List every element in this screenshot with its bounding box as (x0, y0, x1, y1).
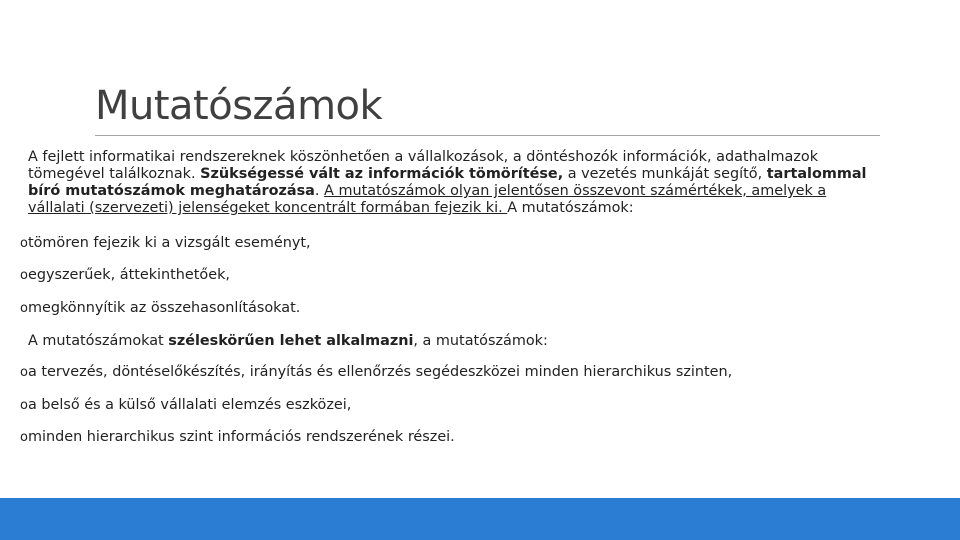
usage-text-2: , a mutatószámok: (413, 333, 548, 349)
intro-text-4: A mutatószámok: (507, 200, 634, 216)
list-item (20, 267, 230, 284)
intro-text-1: A fejlett informatikai rendszereknek köszönhetően a vállalkozások, a döntéshozók információk, adathalmazok tömegével találkoznak. (28, 149, 819, 182)
list-item (20, 300, 300, 317)
intro-bold-2: tartalommal bíró mutatószámok meghatározása (28, 166, 867, 199)
intro-bold-1: Szükségessé vált az információk tömörítése, (200, 166, 564, 182)
intro-text-3: . (314, 183, 325, 199)
list-item (20, 429, 455, 446)
list-item-text: egyszerűek, áttekinthetőek, (27, 267, 230, 283)
list-item-text: minden hierarchikus szint információs rendszerének részei. (27, 429, 455, 445)
list-item-text: a belső és a külső vállalati elemzés eszközei, (27, 397, 352, 413)
bullet-marker: o (20, 268, 28, 283)
list-item (20, 397, 351, 414)
list-item-text: a tervezés, döntéselőkészítés, irányítás és ellenőrzés segédeszközei minden hierarchikus szinten, (27, 364, 733, 380)
intro-text-2: a vezetés munkáját segítő, (563, 166, 767, 182)
usage-paragraph (28, 333, 548, 350)
footer-accent-bar (0, 498, 960, 540)
bullet-marker: o (20, 430, 28, 445)
title-divider (95, 135, 880, 136)
intro-underlined-definition: A mutatószámok olyan jelentősen összevont számértékek, amelyek a vállalati (szervezeti) jelenségeket koncentrált formában fejezik ki. (28, 183, 827, 216)
bullet-marker: o (20, 236, 28, 251)
list-item (20, 235, 311, 252)
bullet-marker: o (20, 301, 28, 316)
usage-bold: széleskörűen lehet alkalmazni (168, 333, 414, 349)
bullet-marker: o (20, 398, 28, 413)
list-item (20, 364, 732, 381)
list-item-text: tömören fejezik ki a vizsgált eseményt, (27, 235, 311, 251)
list-item-text: megkönnyítik az összehasonlításokat. (27, 300, 301, 316)
intro-paragraph (28, 149, 883, 217)
slide-title: Mutatószámok (95, 83, 383, 129)
bullet-marker: o (20, 365, 28, 380)
usage-text-1: A mutatószámokat (28, 333, 169, 349)
